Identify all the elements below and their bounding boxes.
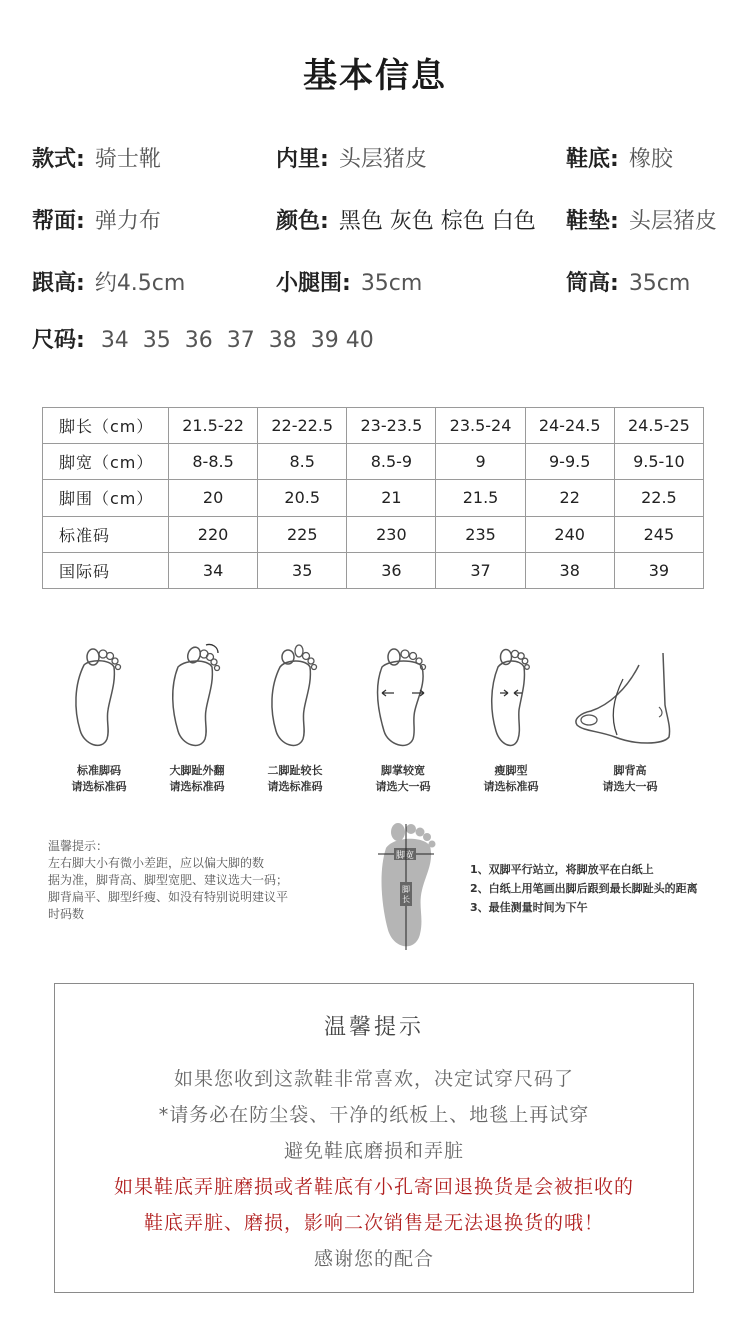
foot-type-advice: 请选标准码 [267,780,323,793]
attr-key: 款式: [32,147,85,172]
attr-key: 尺码: [32,328,85,353]
foot-type-caption [575,763,685,795]
foot-type-high-instep [575,635,685,805]
foot-type-advice: 请选标准码 [71,780,127,793]
table-cell: 9.5-10 [614,444,703,480]
attr-sole [566,142,673,173]
table-cell: 21.5 [436,480,525,516]
foot-type-caption [142,763,252,795]
table-cell: 22-22.5 [258,408,347,444]
table-cell: 245 [614,516,703,552]
table-cell: 39 [614,552,703,588]
attr-style [32,142,161,173]
measure-steps [470,860,698,917]
foot-type-wide [348,635,458,805]
notice-line: 如果您收到这款鞋非常喜欢，决定试穿尺码了 [173,1068,574,1090]
attr-key: 筒高: [566,271,619,296]
attr-key: 小腿围: [276,271,351,296]
notice-line-warning: 如果鞋底弄脏磨损或者鞋底有小孔寄回退换货是会被拒收的 [113,1176,634,1198]
table-cell: 23-23.5 [347,408,436,444]
table-row [43,408,704,444]
measure-tips [48,838,348,923]
notice-box [54,983,694,1293]
table-cell: 22 [525,480,614,516]
attr-key: 颜色: [276,209,329,234]
foot-type-name: 脚掌较宽 [381,764,425,777]
foot-measure-diagram [372,818,452,958]
foot-type-name: 二脚趾较长 [267,764,323,777]
table-cell: 8-8.5 [169,444,258,480]
table-cell: 220 [169,516,258,552]
attr-insole [566,204,717,235]
notice-line: 避免鞋底磨损和弄脏 [283,1140,464,1162]
attr-key: 鞋底: [566,147,619,172]
table-cell: 37 [436,552,525,588]
footprint-icon [372,818,452,958]
attr-color [276,204,536,235]
table-cell: 235 [436,516,525,552]
tips-heading: 温馨提示： [48,839,109,853]
attr-upper [32,204,161,235]
attr-sizes [32,323,374,354]
attr-value: 弹力布 [94,209,161,234]
table-cell: 8.5-9 [347,444,436,480]
tips-line: 时码数 [48,907,85,921]
attr-value: 头层猪皮 [338,147,427,172]
attr-key: 跟高: [32,271,85,296]
foot-type-long-second-toe [240,635,350,805]
tips-line: 据为准，脚背高、脚型宽肥、建议选大一码； [48,873,289,887]
attr-value: 黑色 灰色 棕色 白色 [338,209,536,234]
foot-type-name: 瘦脚型 [494,764,528,777]
notice-line: *请务必在防尘袋、干净的纸板上、地毯上再试穿 [158,1104,590,1126]
table-cell: 9-9.5 [525,444,614,480]
foot-type-advice: 请选标准码 [169,780,225,793]
table-cell: 38 [525,552,614,588]
foot-bunion-icon [142,635,252,760]
tips-line: 左右脚大小有微小差距，应以偏大脚的数 [48,856,265,870]
notice-title: 温馨提示 [323,1015,424,1040]
table-cell: 20 [169,480,258,516]
table-cell: 225 [258,516,347,552]
table-cell: 34 [169,552,258,588]
table-row [43,516,704,552]
table-cell: 21.5-22 [169,408,258,444]
foot-type-advice: 请选标准码 [483,780,539,793]
row-header: 标准码 [43,516,169,552]
attr-value: 骑士靴 [94,147,161,172]
table-cell: 9 [436,444,525,480]
attr-shaft [566,266,690,297]
length-label-1: 脚 [402,885,410,894]
table-row [43,480,704,516]
length-label-2: 长 [402,895,410,904]
foot-type-standard [44,635,154,805]
table-cell: 240 [525,516,614,552]
attr-value: 35cm [628,271,691,296]
foot-outline-icon [44,635,154,760]
foot-type-caption [240,763,350,795]
foot-side-view-icon [575,635,685,760]
table-cell: 36 [347,552,436,588]
foot-type-caption [348,763,458,795]
step-item: 1、双脚平行站立，将脚放平在白纸上 [470,863,654,876]
attr-value: 约4.5cm [94,271,186,296]
table-cell: 24-24.5 [525,408,614,444]
foot-type-name: 标准脚码 [77,764,121,777]
attr-value: 35cm [360,271,423,296]
foot-type-name: 脚背高 [613,764,647,777]
attr-value: 橡胶 [628,147,673,172]
foot-wide-icon [348,635,458,760]
attr-value: 头层猪皮 [628,209,717,234]
table-row [43,444,704,480]
row-header: 脚围（cm） [43,480,169,516]
foot-slim-icon [456,635,566,760]
foot-long-toe-icon [240,635,350,760]
attr-key: 鞋垫: [566,209,619,234]
attr-value: 34 35 36 37 38 39 40 [100,328,374,353]
table-cell: 20.5 [258,480,347,516]
table-cell: 24.5-25 [614,408,703,444]
row-header: 脚长（cm） [43,408,169,444]
table-cell: 35 [258,552,347,588]
table-cell: 23.5-24 [436,408,525,444]
step-item: 2、白纸上用笔画出脚后跟到最长脚趾头的距离 [470,882,698,895]
attr-key: 帮面: [32,209,85,234]
table-cell: 21 [347,480,436,516]
row-header: 国际码 [43,552,169,588]
notice-line: 感谢您的配合 [313,1248,434,1270]
page-title: 基本信息 [303,56,447,96]
table-cell: 230 [347,516,436,552]
step-item: 3、最佳测量时间为下午 [470,901,588,914]
foot-type-caption [44,763,154,795]
table-cell: 22.5 [614,480,703,516]
notice-line-warning: 鞋底弄脏、磨损，影响二次销售是无法退换货的哦！ [143,1212,604,1234]
attr-key: 内里: [276,147,329,172]
tips-line: 脚背扁平、脚型纤瘦、如没有特别说明建议平 [48,890,289,904]
foot-type-advice: 请选大一码 [375,780,431,793]
attr-lining [276,142,427,173]
table-row [43,552,704,588]
foot-type-advice: 请选大一码 [602,780,658,793]
attr-calf [276,266,422,297]
row-header: 脚宽（cm） [43,444,169,480]
table-cell: 8.5 [258,444,347,480]
width-label: 脚宽 [395,851,415,861]
foot-type-bunion [142,635,252,805]
foot-type-caption [456,763,566,795]
foot-type-slim [456,635,566,805]
size-table [42,407,704,589]
foot-type-name: 大脚趾外翻 [169,764,225,777]
attr-heel [32,266,185,297]
